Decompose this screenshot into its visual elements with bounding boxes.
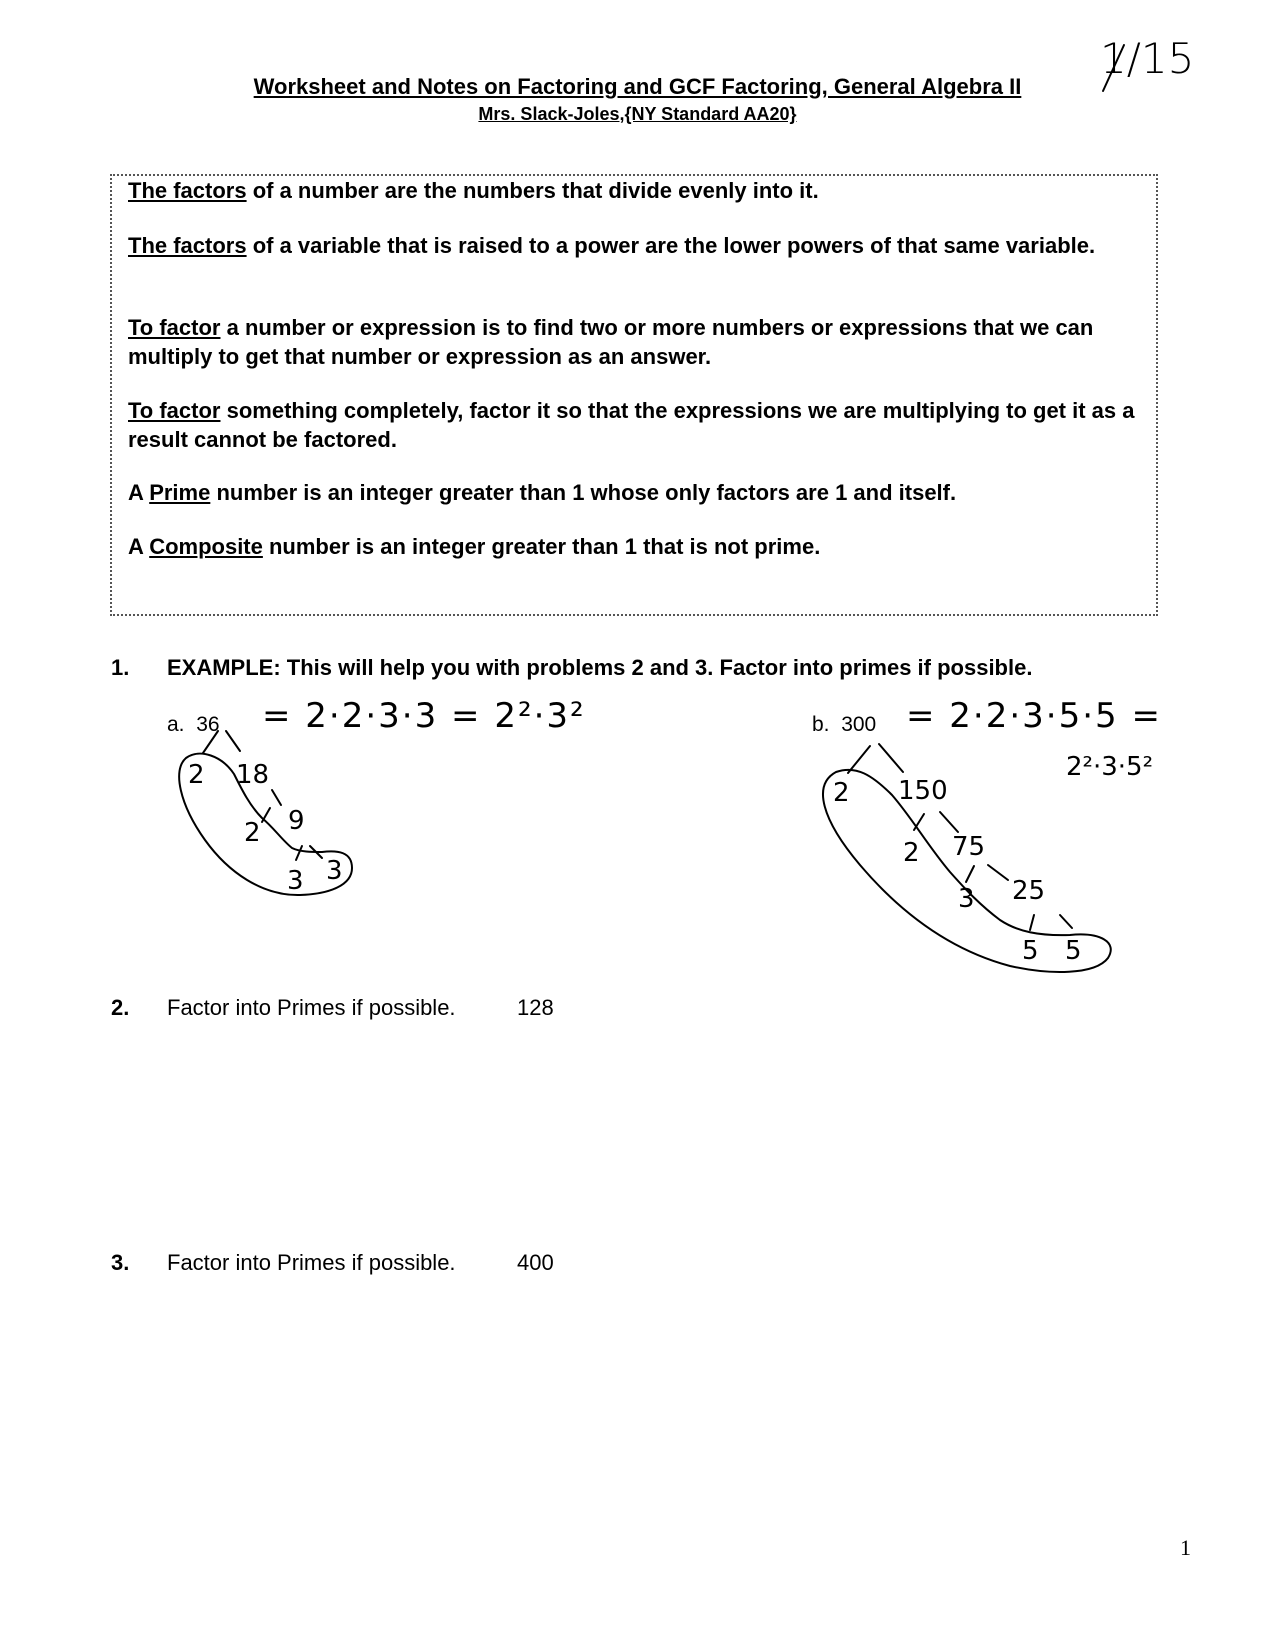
question-2-number: 2. — [111, 995, 130, 1020]
question-1-number: 1. — [111, 655, 130, 680]
part-value: 300 — [841, 713, 877, 736]
example-a-label — [167, 713, 220, 737]
tree-a-branch — [272, 790, 281, 805]
tree-b-branch — [988, 865, 1008, 880]
tree-b-node: 75 — [952, 832, 986, 862]
definition-term: To factor — [128, 398, 221, 423]
question-3-value: 400 — [517, 1250, 554, 1275]
tree-b-branch — [966, 866, 974, 882]
definition-factor-completely — [128, 396, 1138, 454]
definition-term: Composite — [149, 534, 263, 559]
question-3-text: Factor into Primes if possible. — [167, 1250, 456, 1275]
tree-a-node: 2 — [188, 760, 205, 790]
example-a-handwritten-answer: = 2·2·3·3 = 2²·3² — [262, 696, 586, 736]
part-label: b. — [812, 713, 830, 736]
tree-a-node: 3 — [287, 866, 304, 896]
tree-a-branch — [226, 731, 240, 751]
definition-composite — [128, 532, 1138, 561]
question-1-text: EXAMPLE: This will help you with problems 2 and 3. Factor into primes if possible. — [167, 655, 1033, 680]
definition-factors-number — [128, 176, 1138, 205]
tree-a-node: 9 — [288, 806, 305, 836]
definition-text: number is an integer greater than 1 whose only factors are 1 and itself. — [210, 480, 957, 505]
tree-a-branch — [296, 846, 302, 860]
definition-to-factor — [128, 313, 1138, 371]
definition-text: number is an integer greater than 1 that is not prime. — [262, 534, 821, 559]
tree-b-node: 5 — [1022, 936, 1039, 966]
part-value: 36 — [196, 713, 220, 736]
definition-text: of a number are the numbers that divide evenly into it. — [246, 178, 819, 203]
page-number: 1 — [1180, 1535, 1191, 1560]
tree-b-branch — [848, 746, 870, 773]
worksheet-subtitle: Mrs. Slack-Joles,{NY Standard AA20} — [478, 104, 797, 124]
definition-term: The factors — [128, 178, 247, 203]
definition-text: of a variable that is raised to a power are the lower powers of that same variable. — [246, 233, 1096, 258]
definition-prime — [128, 478, 1138, 507]
tree-b-node: 25 — [1012, 876, 1046, 906]
definition-prefix: A — [128, 480, 150, 505]
tree-b-branch — [1030, 915, 1034, 930]
tree-b-node: 5 — [1065, 936, 1082, 966]
handwritten-date: 1/15 — [1100, 34, 1195, 83]
definition-text: something completely, factor it so that the expressions we are multiplying to get it as a result cannot be factored. — [128, 398, 1135, 452]
tree-a-node: 18 — [236, 760, 270, 790]
question-3-number: 3. — [111, 1250, 130, 1275]
definition-term: Prime — [149, 480, 211, 505]
part-label: a. — [167, 713, 185, 736]
question-2-text: Factor into Primes if possible. — [167, 995, 456, 1020]
tree-b-node: 2 — [903, 838, 920, 868]
example-b-handwritten-answer-exponent: 2²·3·5² — [1066, 752, 1154, 782]
tree-b-node: 3 — [958, 884, 975, 914]
tree-b-node: 2 — [833, 778, 850, 808]
example-b-handwritten-answer: = 2·2·3·5·5 = — [906, 696, 1162, 736]
definition-prefix: A — [128, 534, 150, 559]
tree-a-branch — [262, 808, 270, 822]
tree-a-branch — [310, 846, 322, 858]
tree-a-node: 2 — [244, 818, 261, 848]
definition-term: To factor — [128, 315, 221, 340]
definition-factors-variable — [128, 231, 1138, 260]
definition-text: a number or expression is to find two or more numbers or expressions that we can multiply to get that number or expression as an answer. — [128, 315, 1094, 369]
question-2-value: 128 — [517, 995, 554, 1020]
tree-b-branch — [1060, 915, 1072, 928]
tree-b-branch — [879, 744, 903, 772]
worksheet-title: Worksheet and Notes on Factoring and GCF Factoring, General Algebra II — [253, 74, 1022, 99]
tree-b-branch — [940, 812, 958, 832]
tree-b-node: 150 — [898, 776, 948, 806]
example-b-label — [812, 713, 876, 737]
tree-b-branch — [914, 814, 924, 830]
tree-a-node: 3 — [326, 856, 343, 886]
definition-term: The factors — [128, 233, 247, 258]
